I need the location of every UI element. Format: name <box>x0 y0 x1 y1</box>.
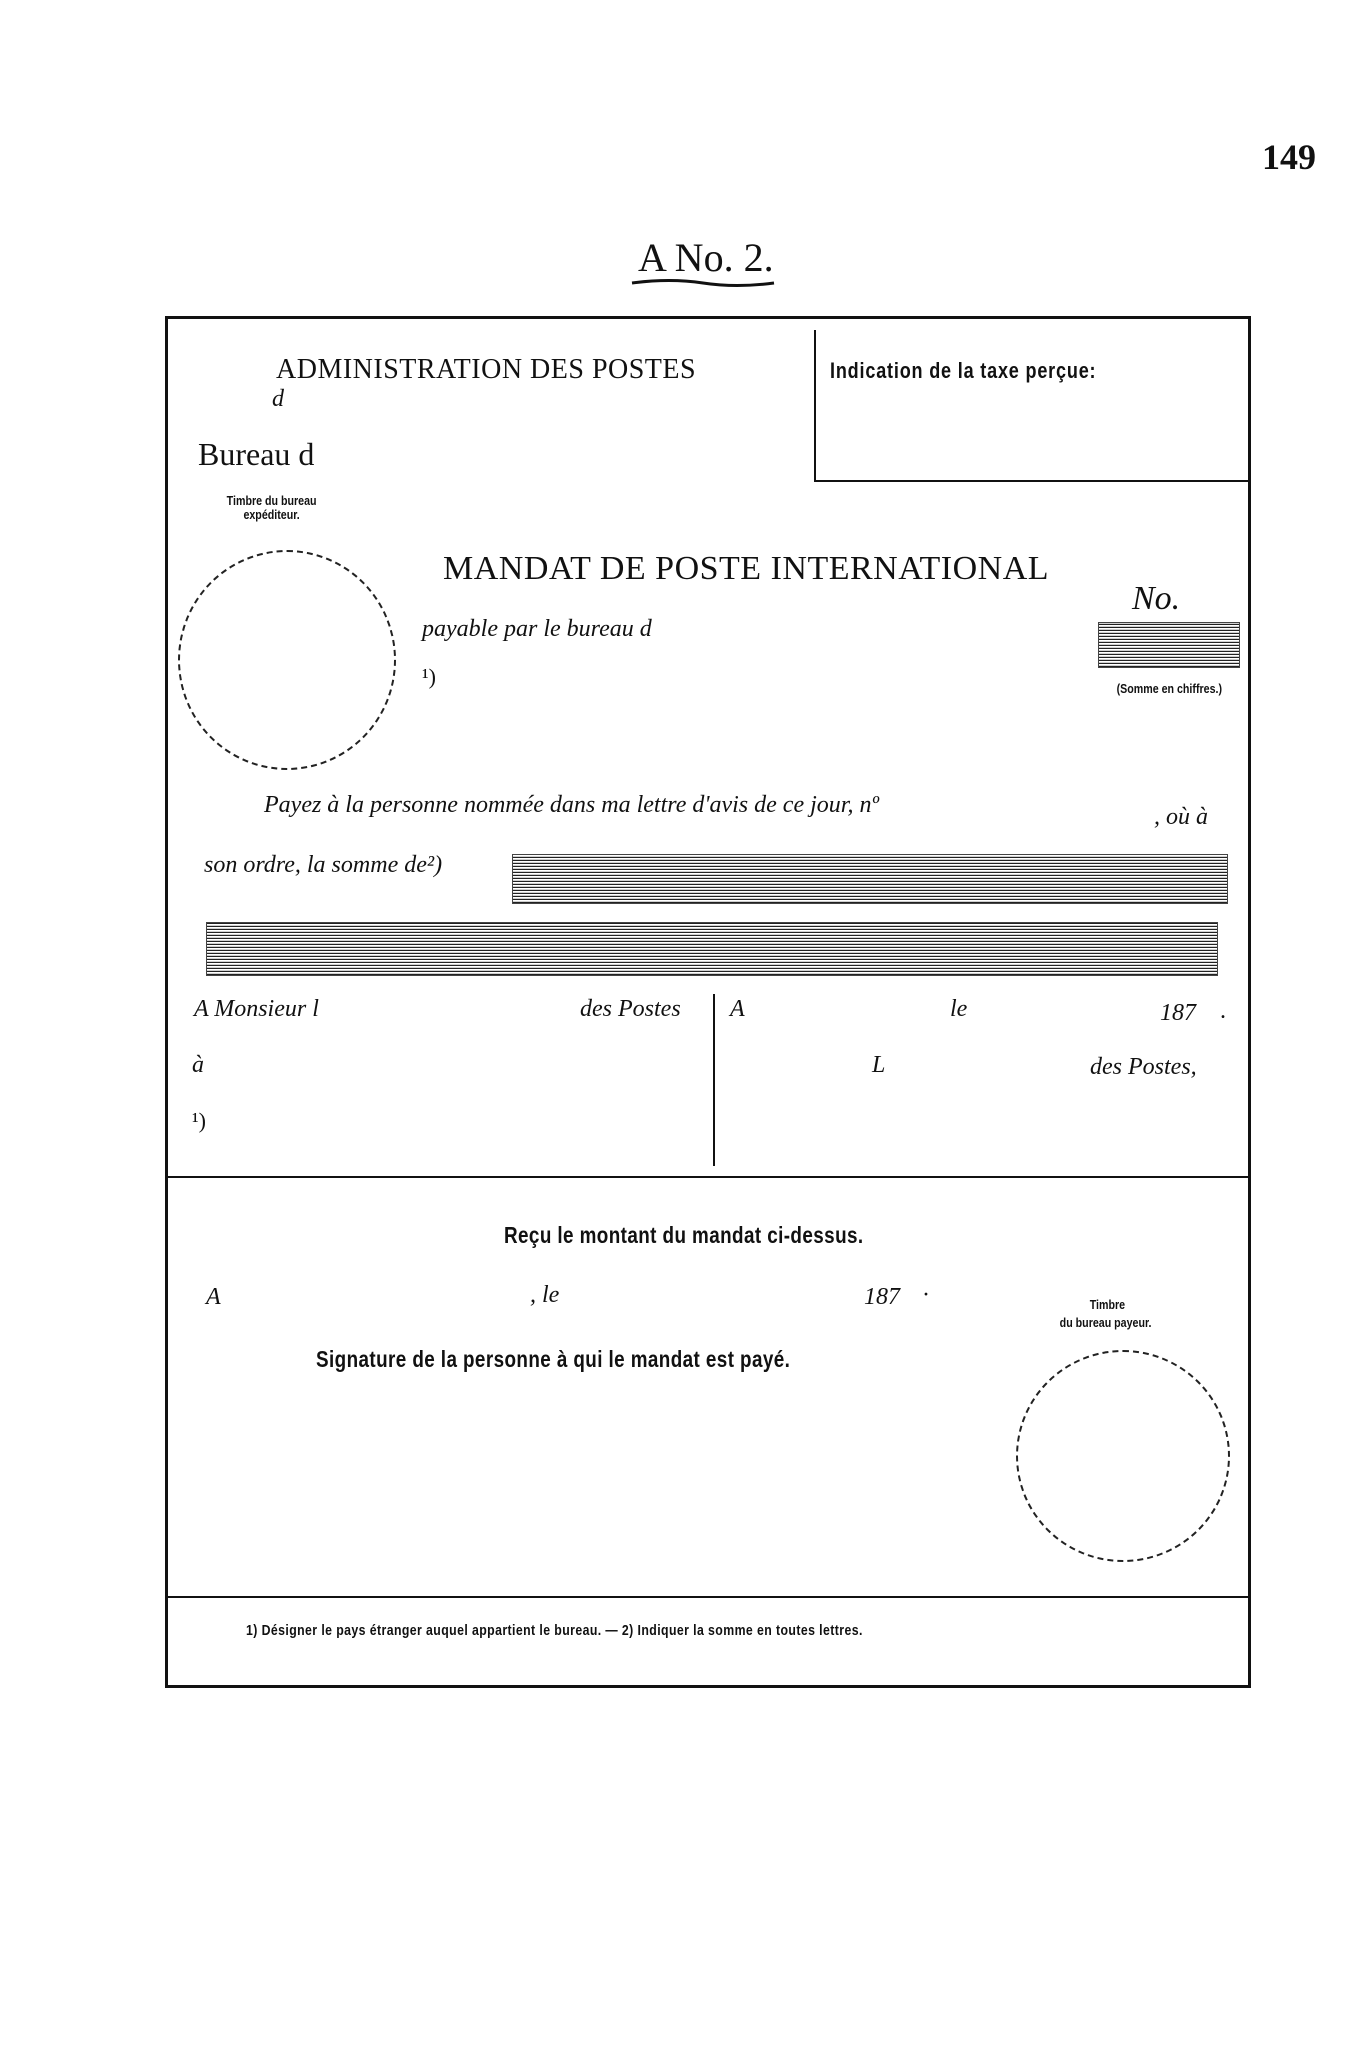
address-divider <box>713 994 715 1166</box>
recu-line: Reçu le montant du mandat ci-dessus. <box>504 1222 864 1248</box>
page-number: 149 <box>1262 137 1316 177</box>
administration-title: ADMINISTRATION DES POSTES <box>276 354 697 385</box>
payez-line: Payez à la personne nommée dans ma lettre d'avis de ce jour, nº <box>264 792 879 818</box>
taxe-box-left-border <box>814 330 816 480</box>
year-right-label: 187 <box>1160 1000 1196 1026</box>
a-right-label: A <box>730 996 745 1022</box>
des-postes-right: des Postes, <box>1090 1054 1197 1080</box>
address-dot: . <box>1220 998 1226 1024</box>
des-postes-left: des Postes <box>580 996 681 1022</box>
receipt-dot: · <box>922 1282 930 1308</box>
footnote-divider <box>167 1596 1249 1598</box>
payable-line: payable par le bureau d <box>422 616 652 642</box>
le-right-label: le <box>950 996 968 1022</box>
administration-d: d <box>272 386 284 412</box>
timbre-payeur-caption-2: du bureau payeur. <box>1059 1315 1152 1330</box>
somme-chiffres-field[interactable] <box>1098 622 1240 668</box>
timbre-payeur-caption-1: Timbre <box>1089 1297 1126 1312</box>
signature-line: Signature de la personne à qui le mandat est payé. <box>316 1346 791 1372</box>
a-left-label: à <box>192 1052 204 1078</box>
sender-stamp-circle <box>178 550 396 770</box>
somme-lettres-field-1[interactable] <box>512 854 1228 904</box>
mandat-title: MANDAT DE POSTE INTERNATIONAL <box>443 550 1050 587</box>
ou-a-text: , où à <box>1154 804 1208 830</box>
taxe-label: Indication de la taxe perçue: <box>830 358 1097 383</box>
l-right-label: L <box>872 1052 886 1078</box>
timbre-expediteur-caption: Timbre du bureau expéditeur. <box>226 493 317 522</box>
somme-lettres-field-2[interactable] <box>206 922 1218 976</box>
numero-label: No. <box>1132 580 1181 617</box>
bureau-label: Bureau d <box>198 436 315 472</box>
taxe-box-bottom-border <box>814 480 1249 482</box>
payer-stamp-circle <box>1016 1350 1230 1562</box>
form-id-underline <box>630 278 776 288</box>
somme-chiffres-caption: (Somme en chiffres.) <box>1116 681 1223 696</box>
receipt-divider <box>167 1176 1249 1178</box>
son-ordre-text: son ordre, la somme de²) <box>204 852 443 878</box>
monsieur-label: A Monsieur l <box>194 996 319 1022</box>
form-id: A No. 2. <box>638 235 774 280</box>
receipt-le-label: , le <box>530 1282 560 1308</box>
address-footnote-mark: ¹) <box>192 1108 206 1133</box>
footnotes-text: 1) Désigner le pays étranger auquel appartient le bureau. — 2) Indiquer la somme en toutes lettres. <box>246 1622 863 1639</box>
receipt-year-label: 187 <box>864 1284 900 1310</box>
receipt-a-label: A <box>206 1284 221 1310</box>
footnote-mark-1: ¹) <box>422 664 436 689</box>
